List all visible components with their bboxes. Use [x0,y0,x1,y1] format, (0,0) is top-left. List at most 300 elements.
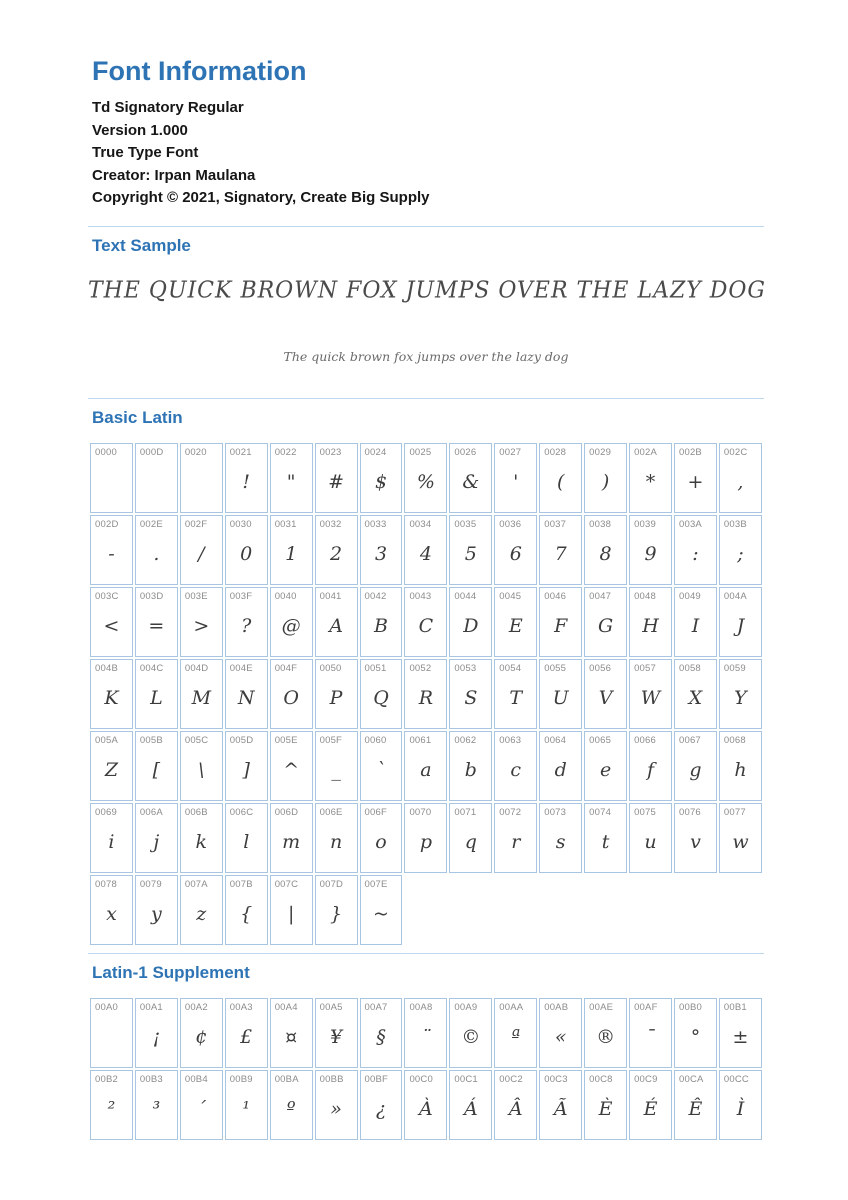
glyph-preview: J [736,614,745,637]
codepoint-label: 0051 [364,662,387,674]
codepoint-label: 00AB [544,1001,569,1013]
glyph-preview: | [287,902,295,925]
glyph-preview: - [108,542,115,565]
glyph-cell [315,1070,358,1140]
glyph-cell [404,587,447,657]
codepoint-label: 0052 [409,662,432,674]
glyph-preview: Â [508,1097,523,1120]
codepoint-label: 0056 [589,662,612,674]
glyph-cell [629,515,672,585]
codepoint-label: 0034 [409,518,432,530]
glyph-cell [315,803,358,873]
glyph-cell [180,515,223,585]
glyph-preview: O [283,686,299,709]
glyph-preview: S [464,686,478,709]
codepoint-label: 0063 [499,734,522,746]
glyph-cell [135,515,178,585]
basic-latin-heading: Basic Latin [92,407,183,427]
glyph-preview: G [598,614,614,637]
section-divider [88,226,764,227]
codepoint-label: 00BB [319,1073,344,1085]
glyph-preview: N [237,686,255,709]
glyph-cell [135,587,178,657]
glyph-preview: v [690,830,701,853]
glyph-cell [225,1070,268,1140]
glyph-cell [225,443,268,513]
codepoint-label: 00BA [274,1073,299,1085]
glyph-cell [180,803,223,873]
glyph-cell [315,731,358,801]
font-type: True Type Font [92,144,199,161]
codepoint-label: 0070 [409,806,432,818]
glyph-preview: ¨ [421,1025,431,1048]
glyph-preview: Ì [736,1097,745,1120]
codepoint-label: 004F [274,662,298,674]
glyph-preview: 3 [374,542,388,565]
glyph-preview: # [328,470,345,493]
codepoint-label: 00C8 [589,1073,613,1085]
glyph-cell [584,587,627,657]
glyph-cell [539,443,582,513]
codepoint-label: 0072 [499,806,522,818]
codepoint-label: 00AA [499,1001,524,1013]
glyph-preview: n [329,830,343,853]
codepoint-label: 0057 [634,662,656,674]
glyph-preview: 2 [330,542,343,565]
glyph-cell [629,659,672,729]
glyph-preview: ? [241,614,252,637]
text-sample-heading: Text Sample [92,235,191,255]
glyph-cell [90,803,133,873]
codepoint-label: 00B0 [678,1001,702,1013]
codepoint-label: 0031 [274,518,297,530]
glyph-cell [449,803,492,873]
codepoint-label: 0000 [95,446,117,458]
section-latin1-supplement [88,953,764,1142]
glyph-cell [270,515,313,585]
codepoint-label: 00A3 [229,1001,253,1013]
glyph-cell [449,515,492,585]
glyph-preview: Á [463,1097,478,1120]
glyph-preview: V [598,686,613,709]
codepoint-label: 0039 [634,518,656,530]
glyph-preview: « [554,1025,567,1048]
codepoint-label: 00C0 [409,1073,433,1085]
glyph-preview: > [193,614,210,637]
glyph-cell [135,731,178,801]
codepoint-label: 0043 [409,590,432,602]
glyph-preview: Ê [688,1097,703,1120]
glyph-cell [180,1070,223,1140]
glyph-cell [629,731,672,801]
font-version: Version 1.000 [92,121,188,139]
codepoint-label: 00CC [723,1073,749,1085]
glyph-cell [674,659,717,729]
glyph-cell [135,1070,178,1140]
glyph-cell [180,875,223,945]
glyph-preview: b [464,758,477,781]
glyph-preview: % [416,470,435,493]
glyph-cell [719,443,762,513]
glyph-preview: ¹ [242,1097,251,1120]
glyph-cell [404,731,447,801]
glyph-cell [449,587,492,657]
glyph-cell [584,515,627,585]
codepoint-label: 004C [139,662,164,674]
glyph-preview: A [329,614,343,637]
codepoint-label: 00C9 [634,1073,658,1085]
codepoint-label: 0023 [319,446,342,458]
glyph-preview: C [418,614,434,637]
glyph-cell [360,587,403,657]
glyph-cell [494,443,537,513]
glyph-preview: + [687,470,704,493]
page-content [88,0,767,1142]
codepoint-label: 004A [723,590,747,602]
glyph-cell [584,443,627,513]
codepoint-label: 0038 [589,518,612,530]
glyph-cell [494,803,537,873]
glyph-cell [270,803,313,873]
codepoint-label: 002E [139,518,163,530]
codepoint-label: 00A8 [409,1001,433,1013]
glyph-preview: À [419,1097,433,1120]
glyph-preview: § [376,1025,386,1048]
glyph-preview: X [688,686,703,709]
glyph-preview: d [554,758,567,781]
glyph-cell [135,659,178,729]
glyph-preview: ¿ [375,1097,387,1120]
glyph-preview: 5 [464,542,477,565]
codepoint-label: 0055 [544,662,567,674]
glyph-cell [225,515,268,585]
glyph-preview: ¡ [152,1025,161,1048]
glyph-preview: j [153,830,160,853]
codepoint-label: 0059 [723,662,746,674]
codepoint-label: 003F [229,590,253,602]
codepoint-label: 0035 [454,518,477,530]
glyph-preview: r [511,830,521,853]
glyph-cell [90,515,133,585]
glyph-preview: £ [240,1025,253,1048]
glyph-cell [449,443,492,513]
glyph-preview: W [640,686,661,709]
glyph-preview: w [732,830,749,853]
glyph-cell [135,998,178,1068]
glyph-preview: » [330,1097,342,1120]
glyph-preview: R [418,686,434,709]
glyph-preview: ] [242,758,250,781]
glyph-cell [404,443,447,513]
glyph-cell [360,659,403,729]
glyph-cell [270,875,313,945]
glyph-cell [225,731,268,801]
glyph-preview: © [461,1025,481,1048]
glyph-cell [180,659,223,729]
glyph-cell [494,998,537,1068]
glyph-cell [539,1070,582,1140]
glyph-preview: 7 [554,542,567,565]
codepoint-label: 00B3 [139,1073,163,1085]
glyph-cell [539,587,582,657]
glyph-preview: ' [513,470,519,493]
glyph-preview: e [599,758,612,781]
codepoint-label: 004E [229,662,253,674]
glyph-cell [404,515,447,585]
glyph-preview: M [191,686,212,709]
spacer [88,364,764,398]
glyph-preview: ¥ [330,1025,343,1048]
glyph-preview: ¢ [195,1025,208,1048]
codepoint-label: 0074 [589,806,612,818]
glyph-cell [719,1070,762,1140]
glyph-preview: ` [376,758,386,781]
codepoint-label: 003D [139,590,164,602]
glyph-cell [180,443,223,513]
section-divider [88,398,764,399]
glyph-preview: { [240,902,253,925]
sample-text-lowercase: The quick brown fox jumps over the lazy dog [283,348,569,364]
codepoint-label: 00B9 [229,1073,253,1085]
codepoint-label: 0049 [678,590,701,602]
codepoint-label: 002A [634,446,658,458]
glyph-cell [90,659,133,729]
glyph-preview: E [508,614,523,637]
codepoint-label: 0036 [499,518,522,530]
glyph-cell [135,803,178,873]
glyph-cell [404,1070,447,1140]
glyph-cell [674,1070,717,1140]
glyph-preview [181,458,222,512]
glyph-cell [135,443,178,513]
codepoint-label: 00A7 [364,1001,388,1013]
glyph-preview: ) [601,470,610,493]
glyph-cell [90,731,133,801]
glyph-cell [539,998,582,1068]
codepoint-label: 003A [678,518,702,530]
codepoint-label: 0028 [544,446,567,458]
glyph-cell [315,875,358,945]
codepoint-label: 00A9 [454,1001,478,1013]
charmap-row [90,587,762,657]
codepoint-label: 0067 [678,734,701,746]
charmap-row [90,875,762,945]
codepoint-label: 0065 [589,734,612,746]
glyph-cell [360,515,403,585]
glyph-preview: L [150,686,163,709]
glyph-cell [584,731,627,801]
glyph-preview: 1 [285,542,298,565]
codepoint-label: 00C3 [544,1073,568,1085]
codepoint-label: 004D [184,662,209,674]
codepoint-label: 0069 [95,806,117,818]
glyph-cell [674,803,717,873]
codepoint-label: 006E [319,806,343,818]
glyph-preview: Z [104,758,119,781]
glyph-cell [719,731,762,801]
codepoint-label: 00C2 [499,1073,523,1085]
charmap-row [90,731,762,801]
glyph-cell [719,803,762,873]
glyph-preview: ¯ [645,1025,656,1048]
glyph-cell [539,515,582,585]
codepoint-label: 0044 [454,590,477,602]
codepoint-label: 0037 [544,518,567,530]
glyph-cell [449,659,492,729]
glyph-preview: } [330,902,343,925]
codepoint-label: 0062 [454,734,477,746]
glyph-cell [360,998,403,1068]
codepoint-label: 005F [319,734,343,746]
codepoint-label: 00A0 [95,1001,118,1013]
codepoint-label: 00A2 [184,1001,208,1013]
glyph-cell [315,659,358,729]
sample-text-uppercase: THE QUICK BROWN FOX JUMPS OVER THE LAZY DOG [88,276,767,304]
glyph-preview: a [420,758,432,781]
glyph-preview: 9 [644,542,657,565]
codepoint-label: 00CA [678,1073,704,1085]
glyph-preview: , [737,470,744,493]
codepoint-label: 0033 [364,518,387,530]
glyph-preview: [ [152,758,161,781]
glyph-preview: I [691,614,700,637]
codepoint-label: 0041 [319,590,342,602]
glyph-cell [494,1070,537,1140]
glyph-cell [270,731,313,801]
codepoint-label: 002C [723,446,748,458]
glyph-cell [270,998,313,1068]
codepoint-label: 0073 [544,806,567,818]
glyph-preview: @ [281,614,301,637]
glyph-preview: ± [732,1025,749,1048]
glyph-cell [225,587,268,657]
glyph-preview: y [151,902,162,925]
codepoint-label: 003B [723,518,747,530]
glyph-preview: º [286,1097,296,1120]
glyph-preview [91,458,132,512]
charmap-row [90,803,762,873]
glyph-preview: ^ [283,758,300,781]
glyph-cell [404,803,447,873]
glyph-preview: t [601,830,610,853]
glyph-cell [629,587,672,657]
page-title: Font Information [92,56,307,86]
codepoint-label: 002F [184,518,208,530]
glyph-cell [315,587,358,657]
codepoint-label: 003E [184,590,208,602]
glyph-cell [719,587,762,657]
glyph-preview: K [104,686,119,709]
basic-latin-charmap [88,441,764,947]
glyph-cell [270,659,313,729]
glyph-preview: q [464,830,477,853]
font-meta-block [88,97,764,210]
codepoint-label: 0075 [634,806,656,818]
font-creator: Creator: Irpan Maulana [92,166,256,184]
codepoint-label: 0077 [723,806,746,818]
glyph-cell [315,998,358,1068]
glyph-cell [404,659,447,729]
codepoint-label: 0030 [229,518,252,530]
glyph-cell [539,731,582,801]
glyph-preview: P [329,686,343,709]
glyph-preview: ® [596,1025,616,1048]
glyph-preview: / [198,542,205,565]
codepoint-label: 00A4 [274,1001,298,1013]
glyph-preview: È [598,1097,613,1120]
glyph-preview: ´ [196,1097,207,1120]
glyph-cell [225,998,268,1068]
glyph-preview: T [509,686,523,709]
codepoint-label: 0027 [499,446,522,458]
glyph-preview: ; [737,542,744,565]
glyph-preview: ! [242,470,251,493]
codepoint-label: 007A [184,878,208,890]
codepoint-label: 0066 [634,734,656,746]
codepoint-label: 0020 [184,446,207,458]
codepoint-label: 007C [274,878,299,890]
codepoint-label: 0040 [274,590,297,602]
glyph-preview: z [196,902,207,925]
glyph-preview: 6 [509,542,522,565]
glyph-preview: Q [373,686,389,709]
glyph-preview [91,1013,132,1067]
section-divider [88,953,764,954]
codepoint-label: 0029 [589,446,612,458]
codepoint-label: 006F [364,806,387,818]
codepoint-label: 0060 [364,734,387,746]
codepoint-label: 0026 [454,446,477,458]
glyph-preview: = [148,614,165,637]
glyph-cell [494,731,537,801]
codepoint-label: 00C1 [454,1073,478,1085]
glyph-preview: ¤ [285,1025,298,1048]
codepoint-label: 007B [229,878,253,890]
glyph-cell [494,515,537,585]
glyph-preview: ~ [373,902,389,925]
glyph-cell [449,731,492,801]
glyph-preview: _ [331,758,341,781]
glyph-cell [315,515,358,585]
codepoint-label: 00B2 [95,1073,118,1085]
codepoint-label: 00AE [589,1001,614,1013]
glyph-cell [135,875,178,945]
glyph-cell [584,659,627,729]
glyph-cell [360,803,403,873]
codepoint-label: 0021 [229,446,252,458]
glyph-preview [136,458,177,512]
codepoint-label: 0076 [678,806,701,818]
codepoint-label: 005C [184,734,209,746]
glyph-preview: Y [734,686,747,709]
glyph-cell [360,731,403,801]
glyph-preview: ° [690,1025,701,1048]
glyph-preview: * [645,470,656,493]
glyph-cell [584,998,627,1068]
glyph-preview: h [734,758,747,781]
charmap-row [90,443,762,513]
glyph-cell [90,1070,133,1140]
charmap-row [90,515,762,585]
glyph-preview: ² [107,1097,116,1120]
codepoint-label: 006D [274,806,299,818]
codepoint-label: 005A [95,734,118,746]
codepoint-label: 007E [364,878,388,890]
glyph-cell [584,1070,627,1140]
glyph-preview: f [647,758,655,781]
glyph-preview: É [643,1097,658,1120]
glyph-cell [629,1070,672,1140]
